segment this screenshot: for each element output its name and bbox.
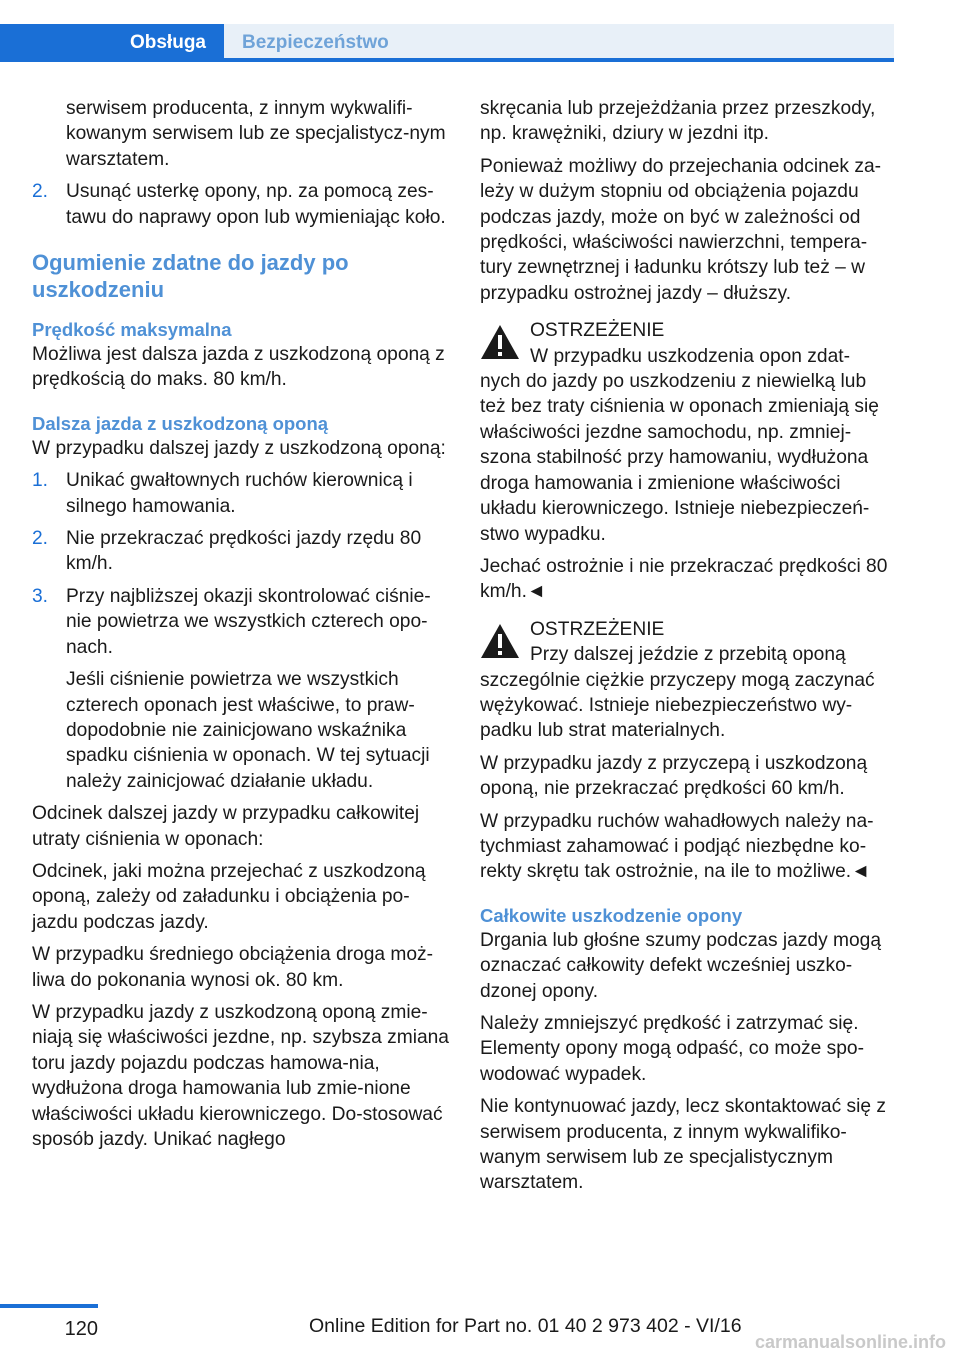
paragraph: Jechać ostrożnie i nie przekraczać prędkości 80 km/h.◄	[480, 555, 888, 603]
section-heading-runflat: Ogumienie zdatne do jazdy po uszkodzeniu	[32, 250, 349, 303]
subheading-total-damage: Całkowite uszkodzenie opony	[480, 904, 743, 926]
warning-triangle-icon	[480, 623, 520, 659]
list-number: 1.	[32, 470, 49, 492]
paragraph: W przypadku średniego obciążenia droga moż‐liwa do pokonania wynosi ok. 80 km.	[32, 944, 434, 991]
paragraph: Odcinek, jaki można przejechać z uszkodzoną oponą, zależy od załadunku i obciążenia po‐jazdu podczas jazdy.	[32, 860, 426, 933]
page-number: 120	[64, 1318, 98, 1340]
warning-text: szczególnie ciężkie przyczepy mogą zaczynać wężykować. Istnieje niebezpieczeństwo wy‐padku lub strat materialnych.	[480, 669, 875, 742]
left-column	[32, 96, 450, 1159]
warning-text-first-line: W przypadku uszkodzenia opon zdat‐	[530, 345, 850, 367]
paragraph: Nie kontynuować jazdy, lecz skontaktować się z serwisem producenta, z innym wykwalifiko‐wanym serwisem lub ze specjalistycznym warsztatem.	[480, 1096, 886, 1194]
paragraph: Możliwa jest dalsza jazda z uszkodzoną oponą z prędkością do maks. 80 km/h.	[32, 344, 445, 391]
list-text: Usunąć usterkę opony, np. za pomocą zes‐tawu do naprawy opon lub wymieniając koło.	[66, 181, 446, 228]
tab-underline	[224, 58, 894, 62]
paragraph: serwisem producenta, z innym wykwalifi‐kowanym serwisem lub ze specjalistycz‐nym warsztatem.	[66, 98, 446, 170]
paragraph: W przypadku dalszej jazdy z uszkodzoną oponą:	[32, 437, 446, 459]
subheading-vmax: Prędkość maksymalna	[32, 319, 232, 341]
list-item	[32, 468, 450, 519]
paragraph: W przypadku jazdy z uszkodzoną oponą zmie‐niają się właściwości jezdne, np. szybsza zmiana toru jazdy pojazdu podczas hamowa‐nia, wydłużona droga hamowania lub zmie‐nione właściwości układu kierowniczego. Do‐stosować sposób jazdy. Unikać nagłego	[32, 1001, 449, 1150]
paragraph: W przypadku ruchów wahadłowych należy na‐tychmiast zahamować i podjąć niezbędne ko‐rekty skrętu tak ostrożnie, na ile to możliwe.◄	[480, 810, 874, 883]
right-column	[480, 96, 895, 1203]
paragraph: Odcinek dalszej jazdy w przypadku całkowitej utraty ciśnienia w oponach:	[32, 803, 420, 850]
header-tabbar	[0, 0, 894, 62]
watermark: carmanualsonline.info	[754, 1332, 946, 1352]
paragraph: W przypadku jazdy z przyczepą i uszkodzoną oponą, nie przekraczać prędkości 60 km/h.	[480, 752, 868, 800]
warning-triangle-icon	[480, 324, 520, 360]
list-number: 3.	[32, 585, 49, 607]
tab-bezpieczenstwo[interactable]: Bezpieczeństwo	[224, 24, 894, 62]
list-item	[32, 179, 450, 230]
list-text: Przy najbliższej okazji skontrolować ciśnie‐nie powietrza we wszystkich czterech opo‐nach.	[66, 585, 431, 658]
list-number: 2.	[32, 181, 49, 203]
warning-block	[480, 318, 895, 547]
subheading-continue: Dalsza jazda z uszkodzoną oponą	[32, 412, 329, 434]
list-text: Nie przekraczać prędkości jazdy rzędu 80 km/h.	[66, 528, 422, 575]
warning-text-first-line: Przy dalszej jeździe z przebitą oponą	[530, 644, 846, 666]
page-number-bar	[0, 1304, 98, 1308]
paragraph: Drgania lub głośne szumy podczas jazdy mogą oznaczać całkowity defekt wcześniej uszko‐dzonej opony.	[480, 929, 882, 1002]
list-item	[32, 584, 450, 660]
list-number: 2.	[32, 528, 49, 550]
edition-footer: Online Edition for Part no. 01 40 2 973 402 - VI/16	[309, 1315, 742, 1337]
warning-text: nych do jazdy po uszkodzeniu z niewielką lub też bez traty ciśnienia w oponach zmieniają się właściwości jezdne samochodu, np. zmniej‐szona stabilność przy hamowaniu, wydłużona droga hamowania i zmienione właściwości układu kierowniczego. Istnieje niebezpieczeń‐stwo wypadku.	[480, 371, 879, 545]
warning-title: OSTRZEŻENIE	[530, 320, 665, 342]
list-text: Unikać gwałtownych ruchów kierownicą i silnego hamowania.	[66, 470, 413, 517]
warning-title: OSTRZEŻENIE	[530, 618, 665, 640]
list-item	[32, 526, 450, 577]
paragraph: Ponieważ możliwy do przejechania odcinek za‐leży w dużym stopniu od obciążenia pojazdu podczas jazdy, może on być w zależności od prędkości, właściwości nawierzchni, tempera‐tury zewnętrznej i ładunku krótszy lub też – w przypadku ostrożnej jazdy – dłuższy.	[480, 155, 882, 304]
paragraph: Należy zmniejszyć prędkość i zatrzymać się. Elementy opony mogą odpaść, co może spo‐wodować wypadek.	[480, 1013, 864, 1085]
paragraph: skręcania lub przejeżdżania przez przeszkody, np. krawężniki, dziury w jezdni itp.	[480, 98, 876, 145]
tab-obsluga[interactable]: Obsługa	[0, 24, 224, 62]
list-subparagraph: Jeśli ciśnienie powietrza we wszystkich czterech oponach jest właściwe, to praw‐dopodobnie nie zainicjowano wskaźnika spadku ciśnienia w oponach. W tej sytuacji należy zainicjować działanie układu.	[66, 669, 430, 792]
warning-block	[480, 617, 895, 744]
